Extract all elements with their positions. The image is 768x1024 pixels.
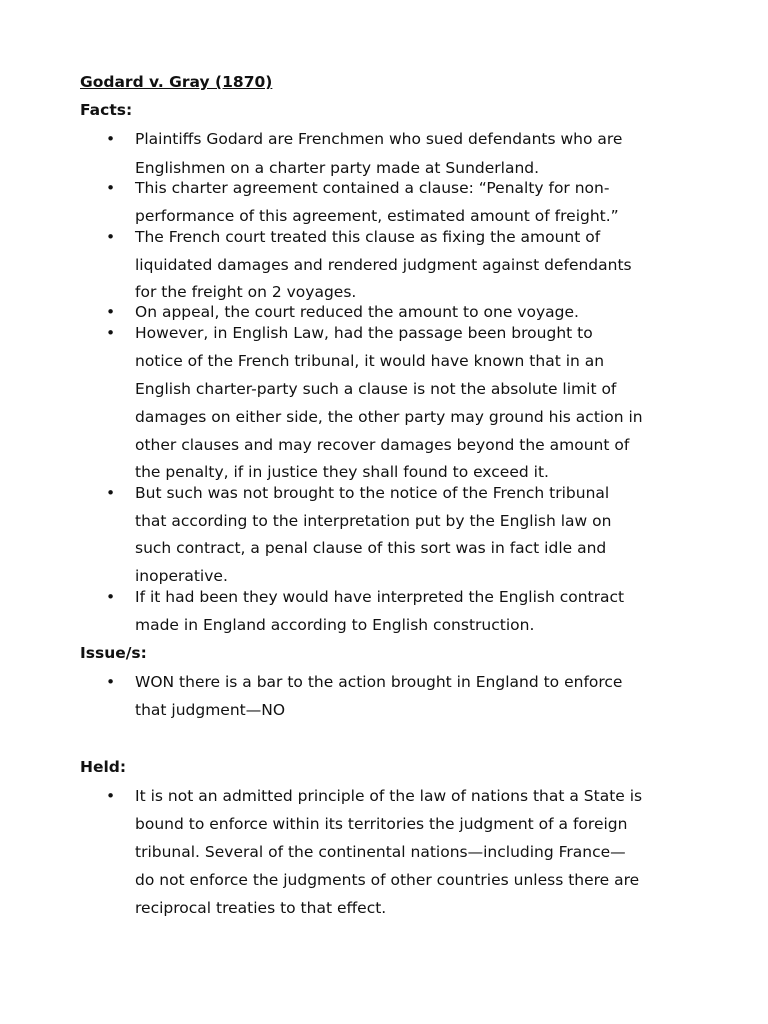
bullet-text-line: for the freight on 2 voyages. bbox=[135, 283, 357, 301]
bullet-text-line: It is not an admitted principle of the law of nations that a State is bbox=[135, 787, 643, 805]
bullet-text-line: The French court treated this clause as fixing the amount of bbox=[135, 228, 601, 246]
bullet-text-line: However, in English Law, had the passage been brought to bbox=[135, 324, 593, 342]
bullet-text-line: bound to enforce within its territories the judgment of a foreign bbox=[135, 815, 628, 833]
bullet-text-line: notice of the French tribunal, it would have known that in an bbox=[135, 352, 605, 370]
issue-heading: Issue/s: bbox=[80, 644, 147, 662]
bullet-marker: • bbox=[106, 324, 116, 342]
bullet-text-line: other clauses and may recover damages beyond the amount of bbox=[135, 436, 630, 454]
bullet-text-line: performance of this agreement, estimated amount of freight.” bbox=[135, 207, 619, 225]
bullet-text-line: Englishmen on a charter party made at Sunderland. bbox=[135, 159, 540, 177]
bullet-text-line: such contract, a penal clause of this sort was in fact idle and bbox=[135, 539, 607, 557]
bullet-text-line: inoperative. bbox=[135, 567, 228, 585]
bullet-marker: • bbox=[106, 673, 116, 691]
bullet-text-line: But such was not brought to the notice of the French tribunal bbox=[135, 484, 610, 502]
bullet-marker: • bbox=[106, 787, 116, 805]
bullet-marker: • bbox=[106, 588, 116, 606]
bullet-text-line: the penalty, if in justice they shall found to exceed it. bbox=[135, 463, 549, 481]
bullet-text-line: This charter agreement contained a clause: “Penalty for non- bbox=[135, 179, 610, 197]
bullet-text-line: that judgment—NO bbox=[135, 701, 286, 719]
bullet-marker: • bbox=[106, 179, 116, 197]
held-heading: Held: bbox=[80, 758, 127, 776]
bullet-text-line: English charter-party such a clause is not the absolute limit of bbox=[135, 380, 617, 398]
bullet-marker: • bbox=[106, 484, 116, 502]
bullet-text-line: that according to the interpretation put by the English law on bbox=[135, 512, 612, 530]
bullet-text-line: do not enforce the judgments of other countries unless there are bbox=[135, 871, 640, 889]
facts-heading: Facts: bbox=[80, 101, 133, 119]
case-title: Godard v. Gray (1870) bbox=[80, 73, 273, 91]
bullet-text-line: made in England according to English construction. bbox=[135, 616, 535, 634]
bullet-text-line: Plaintiffs Godard are Frenchmen who sued defendants who are bbox=[135, 130, 623, 148]
bullet-text-line: If it had been they would have interpreted the English contract bbox=[135, 588, 625, 606]
bullet-marker: • bbox=[106, 130, 116, 148]
bullet-text-line: liquidated damages and rendered judgment against defendants bbox=[135, 256, 632, 274]
bullet-text-line: On appeal, the court reduced the amount to one voyage. bbox=[135, 303, 579, 321]
bullet-marker: • bbox=[106, 303, 116, 321]
bullet-text-line: reciprocal treaties to that effect. bbox=[135, 899, 387, 917]
bullet-text-line: WON there is a bar to the action brought in England to enforce bbox=[135, 673, 623, 691]
bullet-text-line: damages on either side, the other party may ground his action in bbox=[135, 408, 643, 426]
bullet-marker: • bbox=[106, 228, 116, 246]
bullet-text-line: tribunal. Several of the continental nations—including France— bbox=[135, 843, 626, 861]
